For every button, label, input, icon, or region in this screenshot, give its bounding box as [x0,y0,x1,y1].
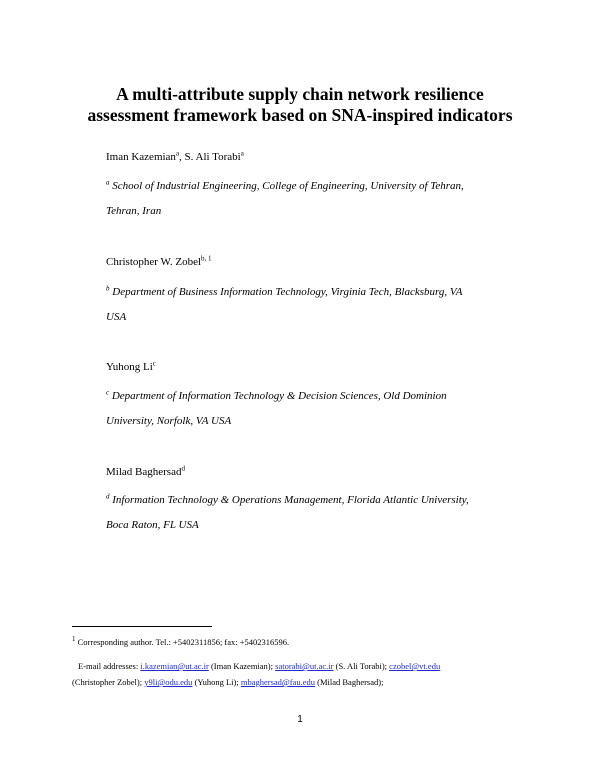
author-affiliation-marker: d [181,464,185,473]
email-label: E-mail addresses: [78,661,141,671]
author-affiliation-marker: c [152,359,156,368]
affiliation-text: USA [106,310,127,323]
corresponding-author-note [72,632,524,652]
author-line-1 [106,150,244,164]
affiliation-text: Boca Raton, FL USA [106,518,199,531]
affiliation-marker: a [106,178,110,187]
author-name: Iman Kazemian [106,151,176,163]
email-owner: (S. Ali Torabi); [333,661,390,671]
author-line-3 [106,360,156,374]
email-link[interactable]: satorabi@ut.ac.ir [275,661,334,671]
affiliation-text: Department of Business Information Technology, Virginia Tech, Blacksburg, VA [109,286,463,298]
email-owner: (Milad Baghersad); [315,677,384,687]
email-link[interactable]: mbaghersad@fau.edu [240,677,315,687]
affiliation-marker: d [106,492,110,501]
affiliation-text: School of Industrial Engineering, College of Engineering, University of Tehran, [109,180,464,192]
author-line-4 [106,465,185,479]
email-link[interactable]: y9li@odu.edu [144,677,193,687]
footnote-marker: 1 [72,635,76,644]
author-affiliation-marker: a [240,149,244,158]
affiliation-b [106,280,498,329]
author-name: Yuhong Li [106,361,153,373]
affiliation-text: Department of Information Technology & Decision Sciences, Old Dominion [109,390,447,402]
affiliation-d [106,488,498,537]
author-name: Christopher W. Zobel [106,256,202,268]
author-name: Milad Baghersad [106,466,182,478]
email-owner: (Christopher Zobel); [72,677,145,687]
paper-title [40,84,560,126]
author-affiliation-marker: b, 1 [201,254,212,263]
title-line-1: A multi-attribute supply chain network resilience [116,84,484,104]
email-owner: (Iman Kazemian); [208,661,276,671]
email-link[interactable]: i.kazemian@ut.ac.ir [140,661,209,671]
author-affiliation-marker: a [175,149,180,158]
author-line-2 [106,255,212,269]
title-line-2: assessment framework based on SNA-inspired indicators [87,105,513,125]
email-link[interactable]: czobel@vt.edu [389,661,441,671]
author-separator: , [179,151,185,163]
footnote [72,632,524,692]
affiliation-a [106,174,498,223]
email-line-2 [72,672,524,692]
footnote-separator [72,626,212,627]
affiliation-text: Information Technology & Operations Management, Florida Atlantic University, [109,494,469,506]
affiliation-marker: b [106,284,110,293]
page-number: 1 [297,714,303,725]
author-name: S. Ali Torabi [184,151,241,163]
affiliation-c [106,384,498,433]
affiliation-marker: c [106,388,110,397]
affiliation-text: University, Norfolk, VA USA [106,414,232,427]
corresponding-author-text: Corresponding author. Tel.: +5402311856; fax: +5402316596. [75,637,290,647]
email-owner: (Yuhong Li); [192,677,241,687]
affiliation-text: Tehran, Iran [106,204,162,217]
